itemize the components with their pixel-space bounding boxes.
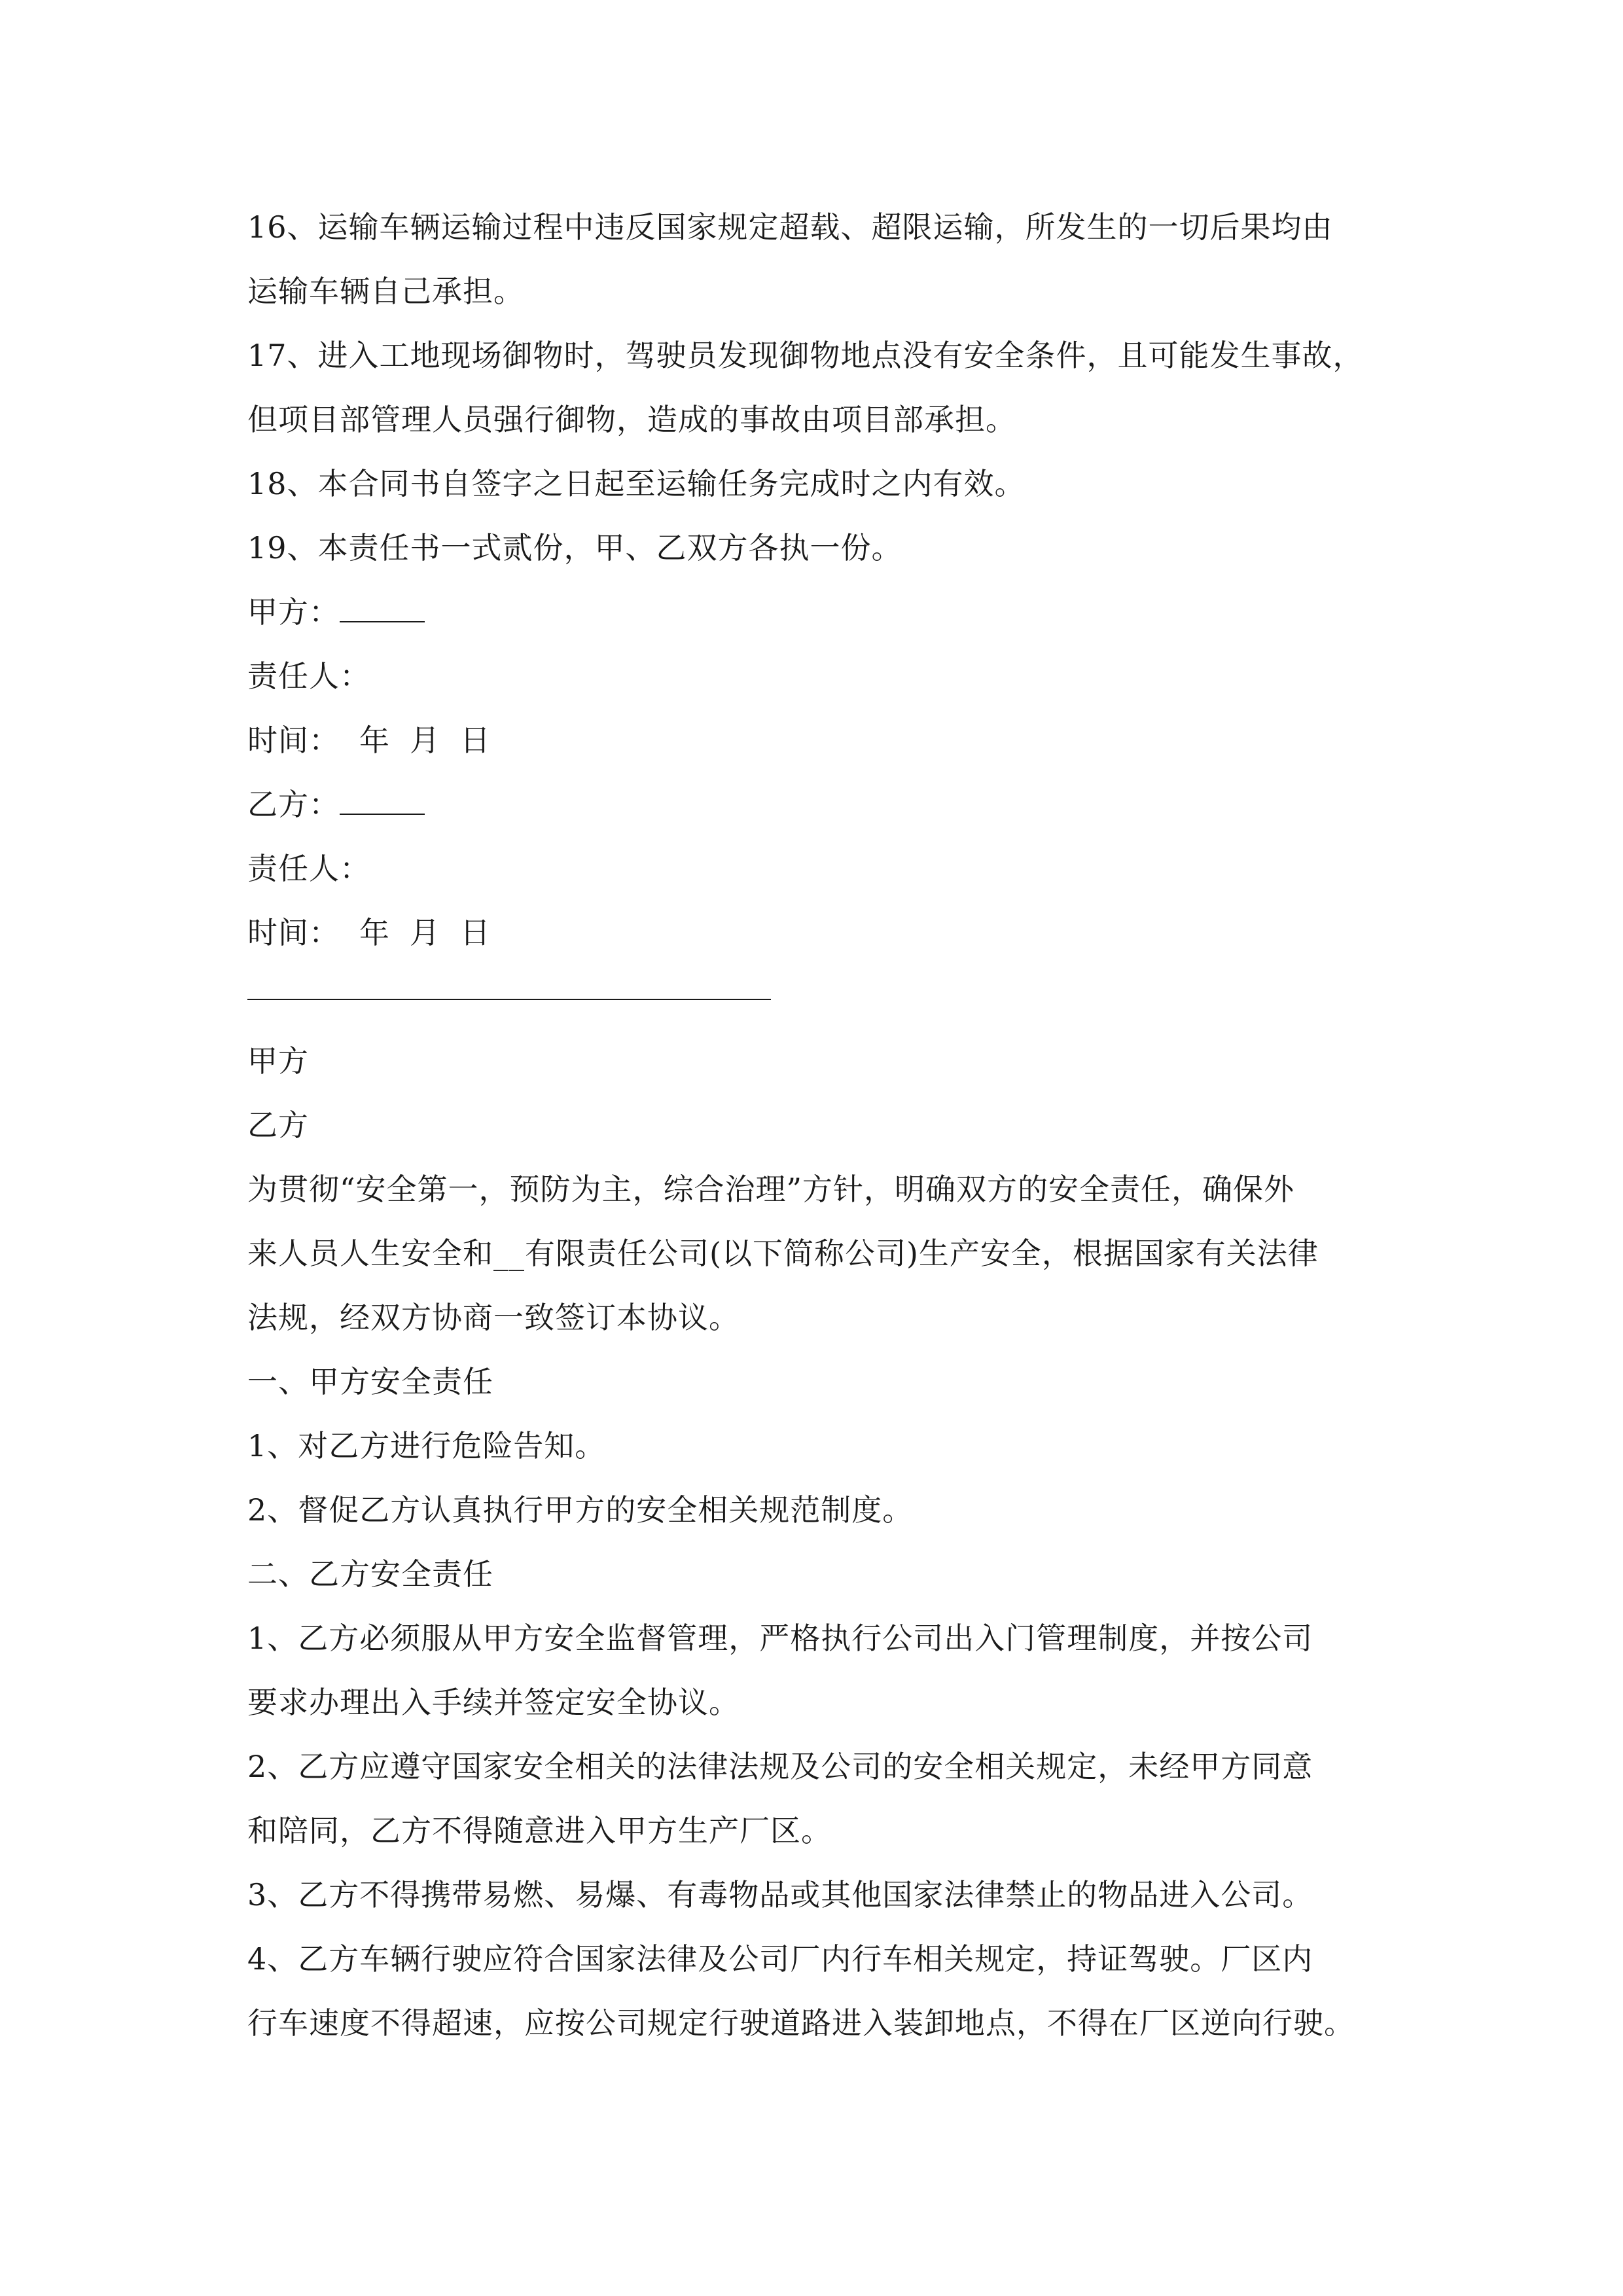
year-label: 年	[359, 723, 390, 758]
intro-line-1: 为贯彻“安全第一，预防为主，综合治理”方针，明确双方的安全责任，确保外	[247, 1172, 1295, 1207]
party-b-label: 乙方：	[247, 787, 340, 822]
clause-19: 19、本责任书一式贰份，甲、乙双方各执一份。	[247, 530, 902, 565]
month-label-b: 月	[410, 915, 440, 950]
section-b-line-3: 2、乙方应遵守国家安全相关的法律法规及公司的安全相关规定，未经甲方同意	[247, 1749, 1313, 1784]
separator-rule	[247, 999, 771, 1000]
section-b-line-4: 和陪同，乙方不得随意进入甲方生产厂区。	[247, 1813, 832, 1848]
document-page	[247, 195, 1419, 2055]
clause-18: 18、本合同书自签字之日起至运输任务完成时之内有效。	[247, 466, 1026, 501]
intro-line-3: 法规，经双方协商一致签订本协议。	[247, 1300, 740, 1335]
section-a-item-1: 1、对乙方进行危险告知。	[247, 1428, 606, 1463]
clause-16-line1: 16、运输车辆运输过程中违反国家规定超载、超限运输，所发生的一切后果均由	[247, 209, 1333, 245]
signature-party-a	[247, 580, 1419, 644]
section-b-line-6: 4、乙方车辆行驶应符合国家法律及公司厂内行车相关规定，持证驾驶。厂区内	[247, 1941, 1313, 1977]
day-label-b: 日	[460, 915, 491, 950]
signature-party-b	[247, 772, 1419, 836]
party-b-blank	[340, 787, 425, 815]
section-b-line-7: 行车速度不得超速，应按公司规定行驶道路进入装卸地点，不得在厂区逆向行驶。	[247, 2005, 1355, 2041]
party-a-label: 甲方：	[247, 594, 340, 630]
clause-17-line2: 但项目部管理人员强行御物，造成的事故由项目部承担。	[247, 402, 1016, 437]
signature-person-a: 责任人：	[247, 658, 370, 694]
section-a-item-2: 2、督促乙方认真执行甲方的安全相关规范制度。	[247, 1492, 914, 1528]
section-b-line-5: 3、乙方不得携带易燃、易爆、有毒物品或其他国家法律禁止的物品进入公司。	[247, 1877, 1313, 1912]
second-party-b: 乙方	[247, 1107, 309, 1143]
signature-person-b: 责任人：	[247, 851, 370, 886]
signature-time-a	[247, 708, 1419, 772]
section-a-title: 一、甲方安全责任	[247, 1364, 493, 1399]
time-a-label: 时间：	[247, 723, 340, 758]
day-label: 日	[460, 723, 491, 758]
month-label: 月	[410, 723, 440, 758]
signature-time-b	[247, 901, 1419, 965]
section-b-line-1: 1、乙方必须服从甲方安全监督管理，严格执行公司出入门管理制度，并按公司	[247, 1621, 1313, 1656]
section-b-title: 二、乙方安全责任	[247, 1556, 493, 1592]
party-a-blank	[340, 595, 425, 622]
second-party-a: 甲方	[247, 1043, 309, 1079]
intro-line-2: 来人员人生安全和__有限责任公司(以下简称公司)生产安全，根据国家有关法律	[247, 1236, 1319, 1271]
clause-16-line2: 运输车辆自己承担。	[247, 274, 524, 309]
year-label-b: 年	[359, 915, 390, 950]
section-b-line-2: 要求办理出入手续并签定安全协议。	[247, 1685, 740, 1720]
time-b-label: 时间：	[247, 915, 340, 950]
clause-17-line1: 17、进入工地现场御物时，驾驶员发现御物地点没有安全条件，且可能发生事故，	[247, 338, 1364, 373]
